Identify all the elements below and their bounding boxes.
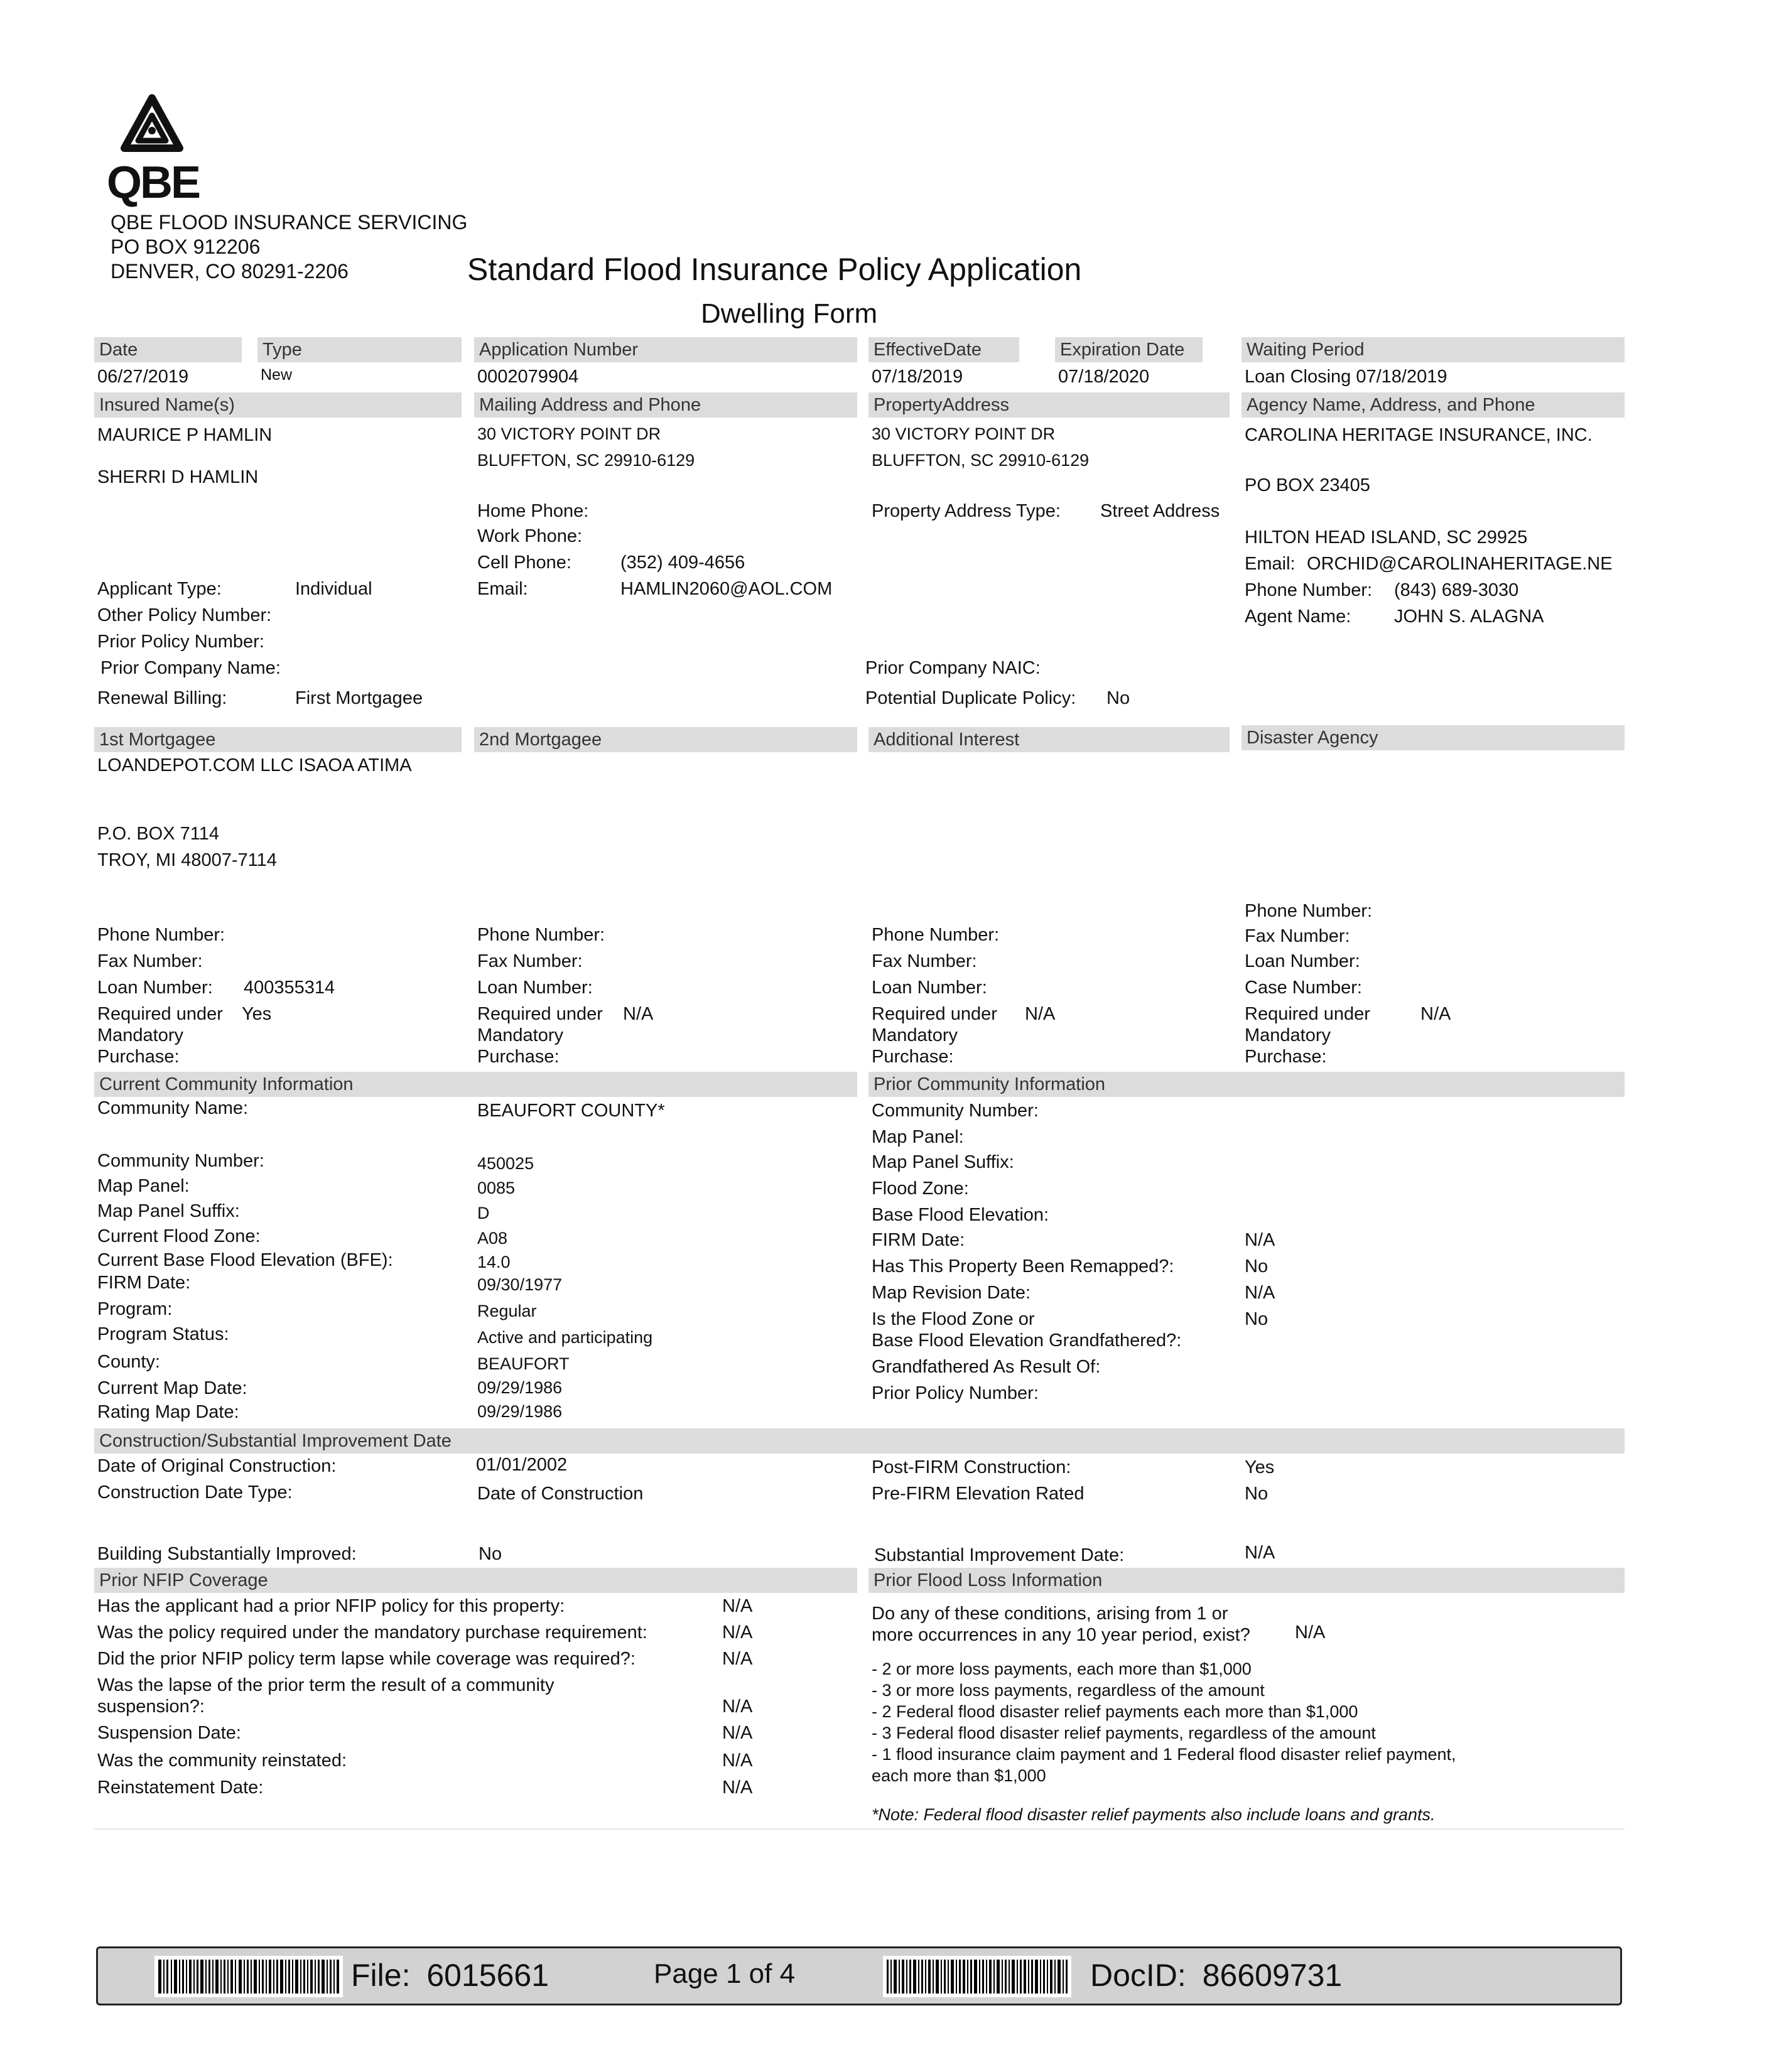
mortgagee1-line-1: P.O. BOX 7114 [97,824,219,844]
mortgagee1-line-2: TROY, MI 48007-7114 [97,850,277,870]
cc-value-program: Regular [477,1302,537,1320]
mailing-line-1: 30 VICTORY POINT DR [477,424,661,443]
doc-id [1090,1957,1342,1994]
header-expiration-date: Expiration Date [1055,337,1203,362]
footer-bar [96,1946,1622,2005]
agency-name: CAROLINA HERITAGE INSURANCE, INC. [1245,425,1593,445]
header-2nd-mortgagee: 2nd Mortgagee [474,727,857,752]
cc-value-community-number: 450025 [477,1154,534,1173]
effective-date: 07/18/2019 [872,367,963,387]
agency-phone: (843) 689-3030 [1394,580,1519,600]
page-title: Standard Flood Insurance Policy Application [467,252,1082,287]
insured-name-2: SHERRI D HAMLIN [97,467,259,487]
additional-required: N/A [1025,1004,1056,1024]
additional-fax-label: Fax Number: [872,951,977,971]
agency-email-row [1245,553,1625,575]
insured-name-1: MAURICE P HAMLIN [97,425,273,445]
header-1st-mortgagee: 1st Mortgagee [94,727,462,752]
header-property-address: PropertyAddress [868,392,1230,418]
agency-line-1: PO BOX 23405 [1245,475,1370,495]
mortgagee1-required-label-3: Purchase: [97,1047,180,1067]
construction-date-type-label: Construction Date Type: [97,1482,293,1503]
prior-company-label: Prior Company Name: [100,658,281,678]
nfip-q1: Has the applicant had a prior NFIP policy for this property: [97,1596,565,1616]
mortgagee1-required-label-1: Required under [97,1004,223,1024]
mortgagee2-phone-label: Phone Number: [477,925,605,945]
work-phone-label: Work Phone: [477,526,583,546]
header-effective-date: EffectiveDate [868,337,1019,362]
expiration-date: 07/18/2020 [1058,367,1150,387]
header-construction: Construction/Substantial Improvement Date [94,1428,1625,1454]
cc-label-community-name: Community Name: [97,1098,249,1118]
mortgagee2-loan-label: Loan Number: [477,978,593,998]
cc-label-map-panel-suffix: Map Panel Suffix: [97,1201,240,1221]
applicant-type-label: Applicant Type: [97,579,222,599]
pc-map-revision: N/A [1245,1283,1275,1303]
loss-condition-1: - 2 or more loss payments, each more than $1,000 [872,1659,1252,1678]
disaster-loan-label: Loan Number: [1245,951,1360,971]
mortgagee1-required-label-2: Mandatory [97,1025,184,1045]
header-current-community: Current Community Information [94,1072,857,1097]
nfip-q2: Was the policy required under the mandatory purchase requirement: [97,1622,647,1643]
loss-answer: N/A [1295,1622,1326,1643]
header-prior-loss: Prior Flood Loss Information [868,1568,1625,1593]
header-mailing-address: Mailing Address and Phone [474,392,857,418]
property-address-type-label: Property Address Type: [872,501,1061,521]
mortgagee1-fax-label: Fax Number: [97,951,203,971]
property-address-type: Street Address [1100,501,1220,521]
potential-duplicate-label: Potential Duplicate Policy: [865,688,1076,708]
renewal-billing: First Mortgagee [295,688,423,708]
header-waiting-period: Waiting Period [1242,337,1625,362]
file-label: File: [351,1958,411,1993]
header-disaster-agency: Disaster Agency [1242,725,1625,750]
nfip-a6: N/A [722,1751,753,1771]
mortgagee2-required-label-2: Mandatory [477,1025,564,1045]
nfip-q6: Was the community reinstated: [97,1751,347,1771]
cc-label-county: County: [97,1352,160,1372]
nfip-q5: Suspension Date: [97,1723,241,1743]
cc-value-firm-date: 09/30/1977 [477,1275,563,1294]
header-date: Date [94,337,242,362]
disaster-phone-label: Phone Number: [1245,901,1373,921]
mortgagee1-loan-label: Loan Number: [97,978,213,998]
prior-policy-label: Prior Policy Number: [97,632,264,652]
company-address [111,210,467,284]
loss-condition-2: - 3 or more loss payments, regardless of the amount [872,1681,1265,1700]
cell-phone: (352) 409-4656 [620,553,745,573]
nfip-a2: N/A [722,1622,753,1643]
loss-question-line-2: more occurrences in any 10 year period, exist? [872,1625,1250,1645]
pc-map-panel-suffix-label: Map Panel Suffix: [872,1152,1014,1172]
docid-label: DocID: [1090,1958,1186,1993]
mortgagee1-required: Yes [242,1004,272,1024]
docid-value: 86609731 [1202,1958,1343,1993]
qbe-logo-emblem-icon [121,94,183,157]
disaster-required-label-1: Required under [1245,1004,1370,1024]
loss-condition-3: - 2 Federal flood disaster relief payments each more than $1,000 [872,1702,1358,1721]
cc-value-community-name: BEAUFORT COUNTY* [477,1101,665,1121]
construction-date-type: Date of Construction [477,1484,644,1504]
pc-grandfathered-result-label: Grandfathered As Result Of: [872,1357,1101,1377]
nfip-q4-line-1: Was the lapse of the prior term the result of a community [97,1675,555,1695]
disaster-required: N/A [1420,1004,1451,1024]
email: HAMLIN2060@AOL.COM [620,579,833,599]
nfip-a1: N/A [722,1596,753,1616]
cc-value-flood-zone: A08 [477,1229,508,1248]
header-type: Type [257,337,462,362]
loss-condition-4: - 3 Federal flood disaster relief payments, regardless of the amount [872,1724,1376,1742]
pc-bfe-label: Base Flood Elevation: [872,1205,1049,1225]
cc-value-bfe: 14.0 [477,1253,511,1271]
home-phone-label: Home Phone: [477,501,589,521]
mortgagee2-required-label-3: Purchase: [477,1047,560,1067]
docid-barcode-svg [883,1956,1071,1997]
agent-name-label: Agent Name: [1245,607,1351,627]
substantially-improved: No [479,1544,502,1564]
agency-line-2: HILTON HEAD ISLAND, SC 29925 [1245,527,1528,548]
renewal-billing-label: Renewal Billing: [97,688,227,708]
file-value: 6015661 [426,1958,549,1993]
disaster-required-label-2: Mandatory [1245,1025,1331,1045]
agency-phone-label: Phone Number: [1245,580,1373,600]
nfip-a7: N/A [722,1778,753,1798]
mailing-line-2: BLUFFTON, SC 29910-6129 [477,451,695,470]
post-firm-label: Post-FIRM Construction: [872,1457,1071,1477]
disaster-fax-label: Fax Number: [1245,926,1350,946]
nfip-q7: Reinstatement Date: [97,1778,264,1798]
cc-label-community-number: Community Number: [97,1151,264,1171]
pc-remapped-label: Has This Property Been Remapped?: [872,1256,1174,1276]
qbe-logo-text: QBE [107,158,200,208]
pc-community-number-label: Community Number: [872,1101,1039,1121]
page-subtitle: Dwelling Form [701,298,878,329]
cc-label-program-status: Program Status: [97,1324,229,1344]
policy-date: 06/27/2019 [97,367,189,387]
cc-value-county: BEAUFORT [477,1354,570,1373]
additional-required-label-1: Required under [872,1004,997,1024]
pc-flood-zone-label: Flood Zone: [872,1179,969,1199]
company-name: QBE FLOOD INSURANCE SERVICING [111,211,468,234]
header-agency: Agency Name, Address, and Phone [1242,392,1625,418]
post-firm: Yes [1245,1457,1275,1477]
company-po-box: PO BOX 912206 [111,235,261,258]
loss-question-line-1: Do any of these conditions, arising from 1 or [872,1604,1228,1624]
file-barcode-icon [154,1956,343,1997]
cc-label-map-panel: Map Panel: [97,1176,190,1196]
qbe-logo [107,94,200,208]
mortgagee1-phone-label: Phone Number: [97,925,225,945]
cc-value-rating-map-date: 09/29/1986 [477,1402,563,1421]
pc-prior-policy-label: Prior Policy Number: [872,1383,1039,1403]
email-label: Email: [477,579,528,599]
pre-firm: No [1245,1484,1269,1504]
cc-label-firm-date: FIRM Date: [97,1273,191,1293]
pc-map-panel-label: Map Panel: [872,1127,964,1147]
cc-value-program-status: Active and participating [477,1328,653,1347]
header-insured-names: Insured Name(s) [94,392,462,418]
header-additional-interest: Additional Interest [868,727,1230,752]
file-barcode-svg [154,1956,343,1997]
additional-phone-label: Phone Number: [872,925,1000,945]
loss-condition-5: - 1 flood insurance claim payment and 1 Federal flood disaster relief payment, [872,1745,1456,1764]
additional-required-label-2: Mandatory [872,1025,958,1045]
prior-naic-label: Prior Company NAIC: [865,658,1041,678]
header-prior-nfip: Prior NFIP Coverage [94,1568,857,1593]
policy-type: New [261,366,293,384]
pc-map-revision-label: Map Revision Date: [872,1283,1031,1303]
mortgagee1-name: LOANDEPOT.COM LLC ISAOA ATIMA [97,755,412,775]
original-construction-label: Date of Original Construction: [97,1456,337,1476]
mortgagee2-required: N/A [623,1004,654,1024]
mortgagee1-loan: 400355314 [244,978,335,998]
loss-condition-6: each more than $1,000 [872,1766,1046,1785]
disaster-required-label-3: Purchase: [1245,1047,1327,1067]
page-indicator: Page 1 of 4 [654,1958,796,1989]
cc-label-flood-zone: Current Flood Zone: [97,1226,261,1246]
nfip-a3: N/A [722,1649,753,1669]
mortgagee2-fax-label: Fax Number: [477,951,583,971]
mortgagee2-required-label-1: Required under [477,1004,603,1024]
header-application-number: Application Number [474,337,857,362]
pc-grandfathered-label-2: Base Flood Elevation Grandfathered?: [872,1330,1182,1351]
nfip-a5: N/A [722,1723,753,1743]
cc-value-map-panel: 0085 [477,1179,516,1197]
disaster-case-label: Case Number: [1245,978,1362,998]
agency-email: ORCHID@CAROLINAHERITAGE.NE [1307,554,1613,574]
pc-firm-date: N/A [1245,1230,1275,1250]
pc-grandfathered-label-1: Is the Flood Zone or [872,1309,1035,1329]
property-line-2: BLUFFTON, SC 29910-6129 [872,451,1090,470]
other-policy-label: Other Policy Number: [97,605,272,625]
nfip-a4: N/A [722,1697,753,1717]
pc-firm-date-label: FIRM Date: [872,1230,965,1250]
docid-barcode-icon [883,1956,1071,1997]
cc-value-map-panel-suffix: D [477,1204,490,1222]
nfip-q4-line-2: suspension?: [97,1697,205,1717]
property-line-1: 30 VICTORY POINT DR [872,424,1056,443]
loss-note: *Note: Federal flood disaster relief payments also include loans and grants. [872,1805,1436,1824]
cc-label-current-map-date: Current Map Date: [97,1378,247,1398]
company-city: DENVER, CO 80291-2206 [111,260,349,283]
improvement-date: N/A [1245,1543,1275,1563]
cell-phone-label: Cell Phone: [477,553,571,573]
pre-firm-label: Pre-FIRM Elevation Rated [872,1484,1085,1504]
cc-label-bfe: Current Base Flood Elevation (BFE): [97,1250,393,1270]
cc-label-program: Program: [97,1299,173,1319]
pc-remapped: No [1245,1256,1269,1276]
waiting-period: Loan Closing 07/18/2019 [1245,367,1447,387]
file-number [351,1957,549,1994]
additional-required-label-3: Purchase: [872,1047,954,1067]
pc-grandfathered: No [1245,1309,1269,1329]
applicant-type: Individual [295,579,372,599]
substantially-improved-label: Building Substantially Improved: [97,1544,357,1564]
cc-label-rating-map-date: Rating Map Date: [97,1402,239,1422]
original-construction: 01/01/2002 [476,1455,568,1475]
potential-duplicate: No [1106,688,1130,708]
nfip-q3: Did the prior NFIP policy term lapse while coverage was required?: [97,1649,636,1669]
section-divider [94,1828,1625,1830]
header-prior-community: Prior Community Information [868,1072,1625,1097]
cc-value-current-map-date: 09/29/1986 [477,1378,563,1397]
agent-name: JOHN S. ALAGNA [1394,607,1544,627]
additional-loan-label: Loan Number: [872,978,987,998]
application-number: 0002079904 [477,367,579,387]
agency-email-label: Email: [1245,554,1296,574]
improvement-date-label: Substantial Improvement Date: [874,1545,1125,1565]
